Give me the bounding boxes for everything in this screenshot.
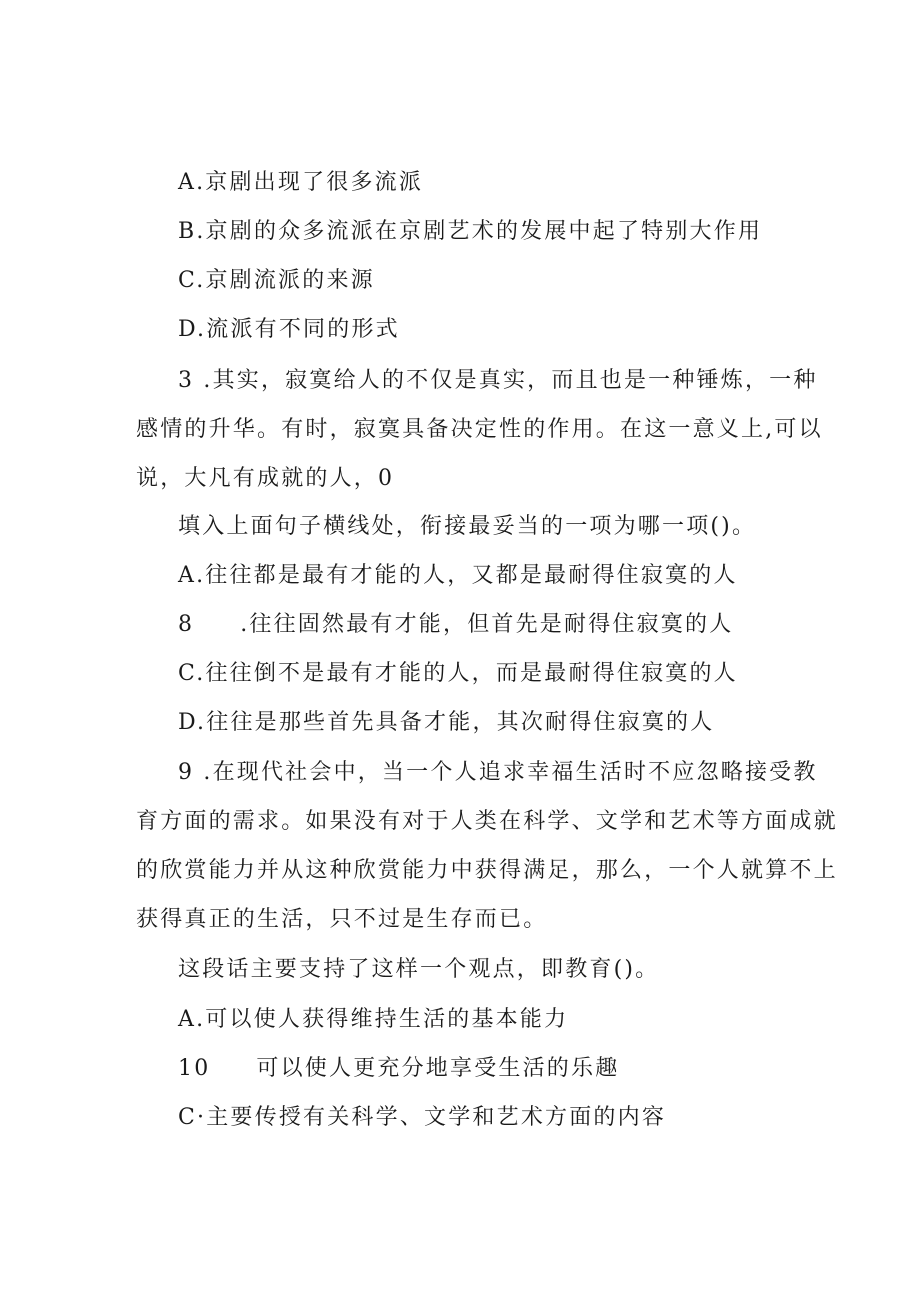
option-b-text: B.京剧的众多流派在京剧艺术的发展中起了特别大作用 (178, 219, 763, 244)
question-9-option-c: C·主要传授有关科学、文学和艺术方面的内容 (178, 1105, 667, 1130)
option-c-text: C.京剧流派的来源 (178, 268, 375, 293)
question-9-line-4: 获得真正的生活，只不过是生存而已。 (136, 907, 548, 932)
question-3-option-c: C.往往倒不是最有才能的人，而是最耐得住寂寞的人 (178, 661, 738, 686)
question-9-line-2: 育方面的需求。如果没有对于人类在科学、文学和艺术等方面成就 (136, 809, 838, 834)
question-9-option-b (178, 1054, 619, 1084)
question-9-prompt: 这段话主要支持了这样一个观点，即教育()。 (178, 957, 660, 982)
question-9-option-a: A.可以使人获得维持生活的基本能力 (178, 1007, 569, 1032)
question-9-line-1: 9 .在现代社会中，当一个人追求幸福生活时不应忽略接受教 (178, 760, 818, 785)
option-b-text: 可以使人更充分地享受生活的乐趣 (256, 1056, 620, 1081)
option-b-text: .往往固然最有才能，但首先是耐得住寂寞的人 (240, 612, 734, 637)
question-3-line-2: 感情的升华。有时，寂寞具备决定性的作用。在这一意义上,可以 (136, 417, 823, 442)
option-a-text: A.京剧出现了很多流派 (178, 170, 424, 195)
question-3-line-3: 说，大凡有成就的人，0 (136, 466, 395, 491)
question-9-line-3: 的欣赏能力并从这种欣赏能力中获得满足，那么，一个人就算不上 (136, 858, 838, 883)
option-b-marker: 10 (178, 1056, 211, 1081)
option-b-marker: 8 (178, 612, 195, 637)
question-3-option-a: A.往往都是最有才能的人，又都是最耐得住寂寞的人 (178, 563, 738, 588)
question-3-line-1: 3 .其实，寂寞给人的不仅是真实，而且也是一种锤炼，一种 (178, 368, 818, 393)
option-d-text: D.流派有不同的形式 (178, 317, 400, 342)
question-3-option-d: D.往往是那些首先具备才能，其次耐得住寂寞的人 (178, 710, 715, 735)
question-3-option-b (178, 610, 733, 640)
question-3-prompt: 填入上面句子横线处，衔接最妥当的一项为哪一项()。 (178, 514, 757, 539)
